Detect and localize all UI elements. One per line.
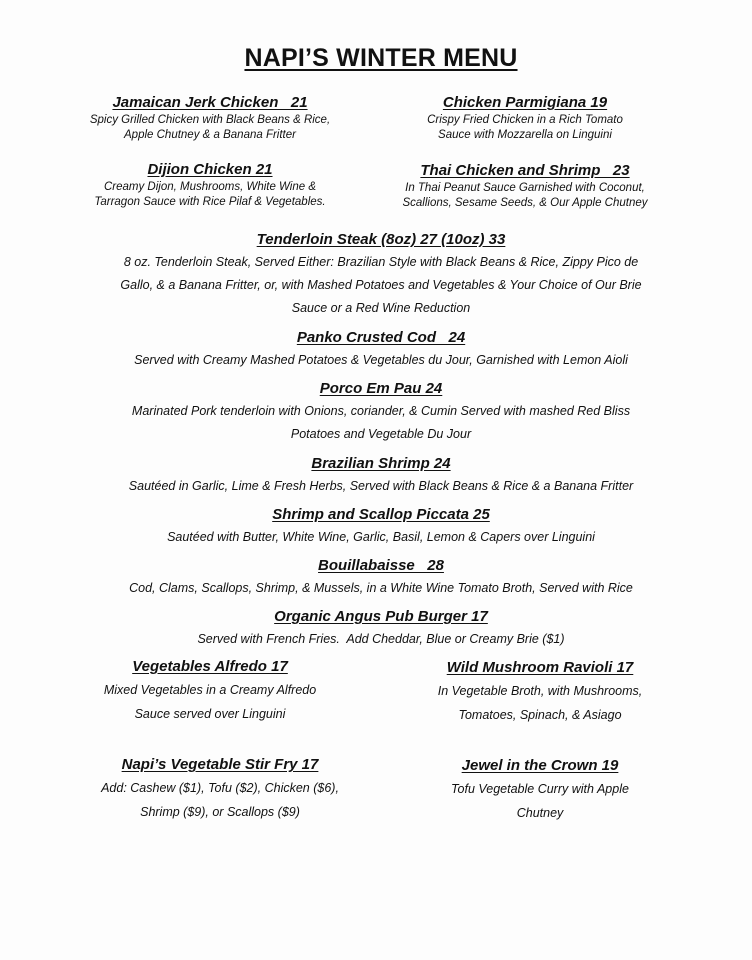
menu-item-napis-vegetable-stir-fry <box>75 755 365 824</box>
item-description <box>60 113 360 143</box>
description-line: Sauce with Mozzarella on Linguini <box>438 129 612 141</box>
item-name: Panko Crusted Cod 24 <box>296 329 466 346</box>
item-description <box>60 475 702 498</box>
menu-item-porco-em-pau <box>60 379 702 446</box>
description-line: Sautéed in Garlic, Lime & Fresh Herbs, Served with Black Beans & Rice & a Banana Fritter <box>128 479 634 493</box>
menu-item-tenderloin-steak <box>60 230 702 320</box>
menu-item-brazilian-shrimp <box>60 454 702 498</box>
menu-item-jewel-in-the-crown <box>390 756 690 825</box>
description-line: Potatoes and Vegetable Du Jour <box>290 427 472 441</box>
item-name: Porco Em Pau 24 <box>319 380 443 397</box>
menu-item-chicken-parmigiana <box>375 93 675 143</box>
description-line: In Vegetable Broth, with Mushrooms, <box>437 684 643 698</box>
description-line: Tofu Vegetable Curry with Apple <box>451 782 629 796</box>
description-line: Apple Chutney & a Banana Fritter <box>124 129 296 141</box>
description-line: Add: Cashew ($1), Tofu ($2), Chicken ($6), <box>101 781 339 795</box>
description-line: 8 oz. Tenderloin Steak, Served Either: Brazilian Style with Black Beans & Rice, Zippy Pico de <box>123 255 639 269</box>
description-line: Sautéed with Butter, White Wine, Garlic, Basil, Lemon & Capers over Linguini <box>167 530 595 544</box>
description-line: Creamy Dijon, Mushrooms, White Wine & <box>103 181 317 193</box>
description-line: Shrimp ($9), or Scallops ($9) <box>140 805 300 819</box>
description-line: Gallo, & a Banana Fritter, or, with Mashed Potatoes and Vegetables & Your Choice of Our Brie <box>120 278 642 292</box>
description-line: Served with French Fries. Add Cheddar, Blue or Creamy Brie ($1) <box>197 632 565 646</box>
description-line: Cod, Clams, Scallops, Shrimp, & Mussels, in a White Wine Tomato Broth, Served with Rice <box>129 581 633 595</box>
description-line: In Thai Peanut Sauce Garnished with Coconut, <box>405 182 645 194</box>
menu-item-dijion-chicken <box>60 160 360 210</box>
description-line: Mixed Vegetables in a Creamy Alfredo <box>103 683 317 697</box>
description-line: Spicy Grilled Chicken with Black Beans & Rice, <box>89 114 331 126</box>
menu-item-thai-chicken-and-shrimp <box>375 161 675 211</box>
item-description <box>60 526 702 549</box>
description-line: Sauce served over Linguini <box>134 707 286 721</box>
item-description <box>60 251 702 320</box>
menu-item-vegetables-alfredo <box>70 657 350 726</box>
menu-item-jamaican-jerk-chicken <box>60 93 360 143</box>
item-description <box>375 181 675 211</box>
item-description <box>60 628 702 651</box>
item-description <box>60 577 702 600</box>
description-line: Scallions, Sesame Seeds, & Our Apple Chutney <box>402 197 648 209</box>
item-name: Organic Angus Pub Burger 17 <box>274 608 488 625</box>
description-line: Served with Creamy Mashed Potatoes & Vegetables du Jour, Garnished with Lemon Aioli <box>134 353 628 367</box>
item-name: Bouillabaisse 28 <box>318 557 444 574</box>
menu-item-wild-mushroom-ravioli <box>390 658 690 727</box>
item-description <box>60 180 360 210</box>
item-name: Napi’s Vegetable Stir Fry 17 <box>121 756 319 773</box>
item-description <box>70 678 350 726</box>
description-line: Chutney <box>516 806 564 820</box>
item-description <box>60 400 702 446</box>
item-description <box>390 679 690 727</box>
item-name: Brazilian Shrimp 24 <box>311 455 451 472</box>
item-name: Chicken Parmigiana 19 <box>442 94 608 111</box>
item-description <box>390 777 690 825</box>
item-name: Shrimp and Scallop Piccata 25 <box>272 506 490 523</box>
menu-title: NAPI’S WINTER MENU <box>244 44 518 72</box>
menu-item-bouillabaisse <box>60 556 702 600</box>
item-name: Jewel in the Crown 19 <box>461 757 619 774</box>
item-name: Dijion Chicken 21 <box>147 161 273 178</box>
description-line: Crispy Fried Chicken in a Rich Tomato <box>427 114 623 126</box>
menu-item-organic-angus-pub-burger <box>60 607 702 651</box>
item-name: Wild Mushroom Ravioli 17 <box>446 659 634 676</box>
description-line: Tarragon Sauce with Rice Pilaf & Vegetables. <box>94 196 326 208</box>
menu-item-panko-crusted-cod <box>60 328 702 372</box>
item-name: Thai Chicken and Shrimp 23 <box>420 162 630 179</box>
item-name: Jamaican Jerk Chicken 21 <box>112 94 308 111</box>
description-line: Tomatoes, Spinach, & Asiago <box>458 708 622 722</box>
item-name: Vegetables Alfredo 17 <box>132 658 288 675</box>
description-line: Marinated Pork tenderloin with Onions, coriander, & Cumin Served with mashed Red Bliss <box>131 404 631 418</box>
description-line: Sauce or a Red Wine Reduction <box>291 301 471 315</box>
item-description <box>375 113 675 143</box>
item-description <box>75 776 365 824</box>
menu-item-shrimp-and-scallop-piccata <box>60 505 702 549</box>
item-name: Tenderloin Steak (8oz) 27 (10oz) 33 <box>256 231 506 248</box>
item-description <box>60 349 702 372</box>
